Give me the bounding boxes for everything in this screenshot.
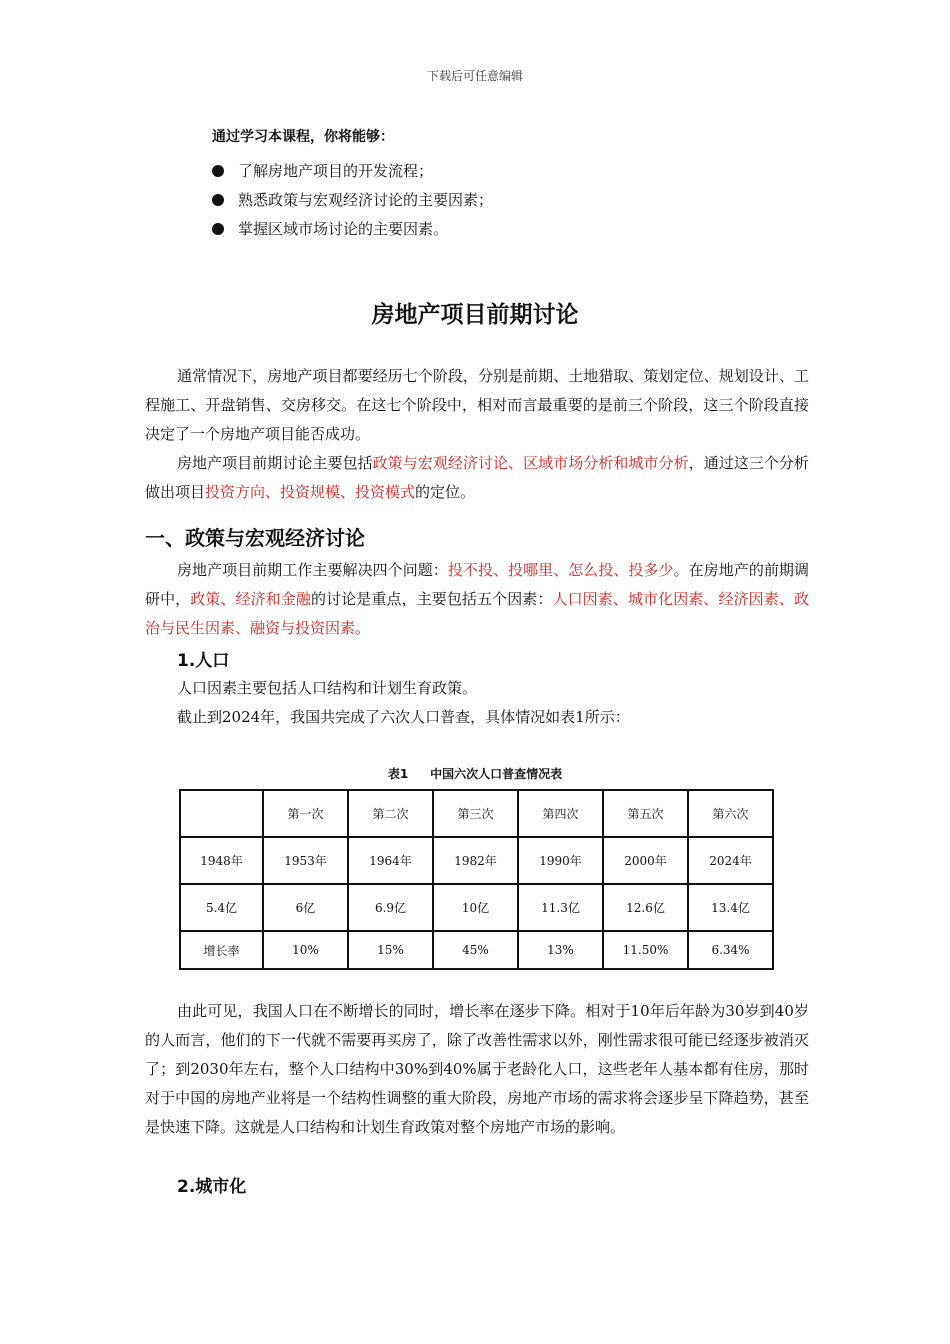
section-heading-1: 一、政策与宏观经济讨论 bbox=[145, 526, 365, 550]
text-segment: ，通过这三个分析做出项目 bbox=[145, 454, 809, 501]
table-cell: 2000年 bbox=[603, 837, 688, 884]
table-row bbox=[180, 837, 773, 884]
table-cell: 第三次 bbox=[433, 790, 518, 837]
table-cell: 1948年 bbox=[180, 837, 263, 884]
table-cell: 第五次 bbox=[603, 790, 688, 837]
table-cell: 1953年 bbox=[263, 837, 348, 884]
section1-body bbox=[145, 556, 809, 643]
table-cell: 13.4亿 bbox=[688, 884, 773, 931]
subsection-heading-population: 1.人口 bbox=[177, 651, 230, 671]
objectives-title: 通过学习本课程，你将能够： bbox=[212, 129, 394, 145]
text-segment: 的定位。 bbox=[415, 483, 476, 501]
table-cell: 第六次 bbox=[688, 790, 773, 837]
text-segment: 。 bbox=[355, 619, 371, 637]
bullet-icon bbox=[212, 223, 224, 235]
table-cell: 11.50% bbox=[603, 931, 688, 969]
table-cell: 2024年 bbox=[688, 837, 773, 884]
table-cell: 1964年 bbox=[348, 837, 433, 884]
table-cell: 10亿 bbox=[433, 884, 518, 931]
table-cell: 增长率 bbox=[180, 931, 263, 969]
table-cell: 1982年 bbox=[433, 837, 518, 884]
highlight-text: 投不投、投哪里、怎么投、投多少 bbox=[447, 561, 674, 579]
census-table bbox=[179, 789, 774, 970]
table-cell: 第一次 bbox=[263, 790, 348, 837]
table-cell: 12.6亿 bbox=[603, 884, 688, 931]
course-objectives bbox=[212, 126, 493, 243]
highlight-text: 政策、经济和金融 bbox=[190, 590, 312, 608]
conclusion-section bbox=[145, 997, 809, 1142]
subsection-heading-urbanization: 2.城市化 bbox=[177, 1177, 247, 1197]
objective-item bbox=[212, 214, 493, 243]
table-cell: 13% bbox=[518, 931, 603, 969]
objective-text: 掌握区域市场讨论的主要因素。 bbox=[238, 220, 449, 238]
highlight-text: 政策与宏观经济讨论、区域市场分析和城市分析 bbox=[372, 454, 689, 472]
bullet-icon bbox=[212, 194, 224, 206]
table-header-row bbox=[180, 790, 773, 837]
table-cell: 5.4亿 bbox=[180, 884, 263, 931]
table-row bbox=[180, 884, 773, 931]
table-row bbox=[180, 931, 773, 969]
table-cell: 15% bbox=[348, 931, 433, 969]
table-cell: 10% bbox=[263, 931, 348, 969]
table-cell: 6.34% bbox=[688, 931, 773, 969]
table-cell: 45% bbox=[433, 931, 518, 969]
objective-item bbox=[212, 156, 493, 185]
text-segment: 房地产项目前期讨论主要包括 bbox=[177, 454, 373, 472]
conclusion-paragraph: 由此可见，我国人口在不断增长的同时，增长率在逐步下降。相对于10年后年龄为30岁到40岁的人而言，他们的下一代就不需要再买房了，除了改善性需求以外，刚性需求很可能已经逐步被消灭了；到2030年左右，整个人口结构中30%到40%属于老龄化人口，这些老年人基本都有住房，那时对于中国的房地产业将是一个结构性调整的重大阶段，房地产市场的需求将会逐步呈下降趋势，甚至是快速下降。这就是人口结构和计划生育政策对整个房地产市场的影响。 bbox=[145, 1002, 809, 1136]
population-line-2: 截止到2024年，我国共完成了六次人口普查，具体情况如表1所示： bbox=[177, 708, 630, 726]
table-cell: 1990年 bbox=[518, 837, 603, 884]
highlight-text: 投资方向、投资规模、投资模式 bbox=[205, 483, 416, 501]
intro-paragraph-2 bbox=[145, 449, 809, 507]
caption-label: 表1 bbox=[387, 767, 409, 781]
table-cell: 6亿 bbox=[263, 884, 348, 931]
population-line-1: 人口因素主要包括人口结构和计划生育政策。 bbox=[177, 679, 478, 697]
objective-item bbox=[212, 185, 493, 214]
objective-text: 熟悉政策与宏观经济讨论的主要因素； bbox=[238, 191, 494, 209]
document-title: 房地产项目前期讨论 bbox=[371, 302, 579, 328]
objective-text: 了解房地产项目的开发流程； bbox=[238, 162, 434, 180]
intro-section bbox=[145, 362, 809, 507]
bullet-icon bbox=[212, 165, 224, 177]
table-cell bbox=[180, 790, 263, 837]
text-segment: 的讨论是重点，主要包括五个因素： bbox=[311, 590, 553, 608]
table-caption bbox=[0, 765, 950, 782]
text-segment: 。在房地产的前期调研中， bbox=[145, 561, 809, 608]
caption-title: 中国六次人口普查情况表 bbox=[430, 767, 563, 781]
table-cell: 6.9亿 bbox=[348, 884, 433, 931]
table-cell: 第四次 bbox=[518, 790, 603, 837]
page-header: 下载后可任意编辑 bbox=[426, 69, 523, 83]
highlight-text: 人口因素、城市化因素、经济因素、政治与民生因素、融资与投资因素 bbox=[145, 590, 809, 637]
table-cell: 第二次 bbox=[348, 790, 433, 837]
intro-paragraph-1: 通常情况下，房地产项目都要经历七个阶段，分别是前期、土地猎取、策划定位、规划设计、工程施工、开盘销售、交房移交。在这七个阶段中，相对而言最重要的是前三个阶段，这三个阶段直接决定了一个房地产项目能否成功。 bbox=[145, 367, 809, 443]
table-cell: 11.3亿 bbox=[518, 884, 603, 931]
text-segment: 房地产项目前期工作主要解决四个问题： bbox=[177, 561, 448, 579]
section1-paragraph bbox=[145, 556, 809, 643]
